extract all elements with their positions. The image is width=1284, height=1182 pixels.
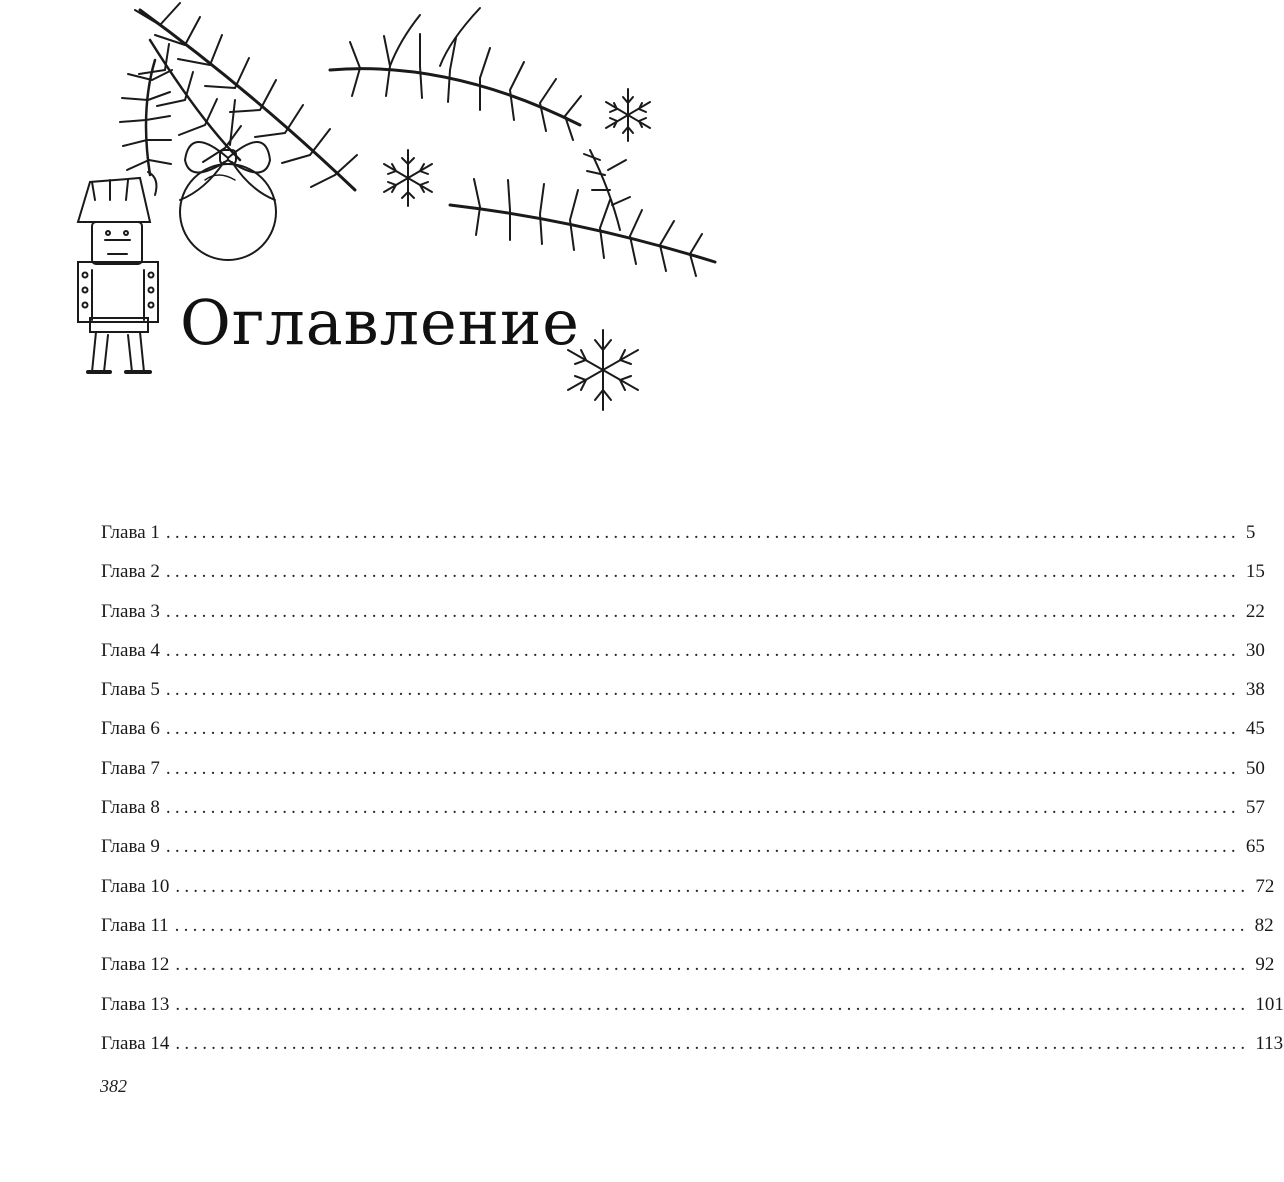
toc-dot-leader: ........................................................................................................................ <box>175 993 1250 1015</box>
toc-entry[interactable] <box>101 600 1265 640</box>
toc-page-number: 38 <box>1245 679 1265 701</box>
toc-entry[interactable] <box>101 679 1265 718</box>
toc-entry[interactable] <box>101 561 1265 600</box>
toc-chapter-label: Глава 10 <box>101 875 170 897</box>
toc-entry[interactable] <box>101 954 1275 993</box>
toc-entry[interactable] <box>101 1032 1284 1072</box>
toc-page-number: 72 <box>1255 875 1275 897</box>
toc-chapter-label: Глава 6 <box>101 718 160 740</box>
toc-page-number: 65 <box>1245 836 1265 858</box>
toc-page-number: 45 <box>1245 718 1265 740</box>
snowflake-icon <box>606 89 650 141</box>
toc-dot-leader: ........................................................................................................................ <box>165 679 1240 701</box>
toc-page-number: 101 <box>1255 993 1284 1015</box>
toc-chapter-label: Глава 11 <box>101 914 169 936</box>
toc-page-number: 82 <box>1254 914 1274 936</box>
toc-entry[interactable] <box>101 914 1274 954</box>
toc-entry[interactable] <box>101 875 1275 915</box>
fir-branch-icon <box>450 150 715 276</box>
toc-entry[interactable] <box>101 993 1284 1033</box>
table-of-contents <box>101 522 1284 1072</box>
toc-chapter-label: Глава 9 <box>101 836 160 858</box>
ornament-bow-icon <box>180 100 276 260</box>
toc-page-number: 30 <box>1245 639 1265 661</box>
toc-dot-leader: ........................................................................................................................ <box>175 875 1250 897</box>
page-title: Оглавление <box>180 286 580 359</box>
toc-page-number: 92 <box>1255 954 1275 976</box>
toc-page-number: 113 <box>1255 1032 1284 1054</box>
toc-chapter-label: Глава 14 <box>101 1032 170 1054</box>
page-number: 382 <box>100 1076 127 1096</box>
toc-dot-leader: ........................................................................................................................ <box>165 836 1240 858</box>
toc-entry[interactable] <box>101 836 1265 875</box>
toc-dot-leader: ........................................................................................................................ <box>175 1032 1250 1054</box>
toc-entry[interactable] <box>101 797 1265 836</box>
toc-entry[interactable] <box>101 718 1265 757</box>
toc-page-number: 57 <box>1245 797 1265 819</box>
snowflake-icon <box>384 150 432 206</box>
toc-entry[interactable] <box>101 639 1265 679</box>
toc-chapter-label: Глава 5 <box>101 679 160 701</box>
toc-page-number: 22 <box>1245 600 1265 622</box>
fir-branch-icon <box>330 8 581 140</box>
toc-dot-leader: ........................................................................................................................ <box>174 914 1249 936</box>
toc-chapter-label: Глава 13 <box>101 993 170 1015</box>
toc-chapter-label: Глава 3 <box>101 600 160 622</box>
toc-chapter-label: Глава 7 <box>101 757 160 779</box>
toc-dot-leader: ........................................................................................................................ <box>165 718 1240 740</box>
fir-branch-icon <box>135 3 357 190</box>
toc-dot-leader: ........................................................................................................................ <box>165 600 1240 622</box>
toc-chapter-label: Глава 8 <box>101 797 160 819</box>
toc-chapter-label: Глава 4 <box>101 639 160 661</box>
toc-entry[interactable] <box>101 757 1265 797</box>
toc-dot-leader: ........................................................................................................................ <box>165 797 1240 819</box>
toc-entry[interactable] <box>101 522 1256 561</box>
toc-page-number: 5 <box>1245 522 1256 543</box>
toc-page-number: 50 <box>1245 757 1265 779</box>
toc-dot-leader: ........................................................................................................................ <box>165 639 1240 661</box>
fir-branch-icon <box>120 60 172 175</box>
toc-chapter-label: Глава 2 <box>101 561 160 583</box>
toc-dot-leader: ........................................................................................................................ <box>165 561 1240 583</box>
toc-chapter-label: Глава 12 <box>101 954 170 976</box>
toc-dot-leader: ........................................................................................................................ <box>175 954 1250 976</box>
toc-page-number: 15 <box>1245 561 1265 583</box>
toc-chapter-label: Глава 1 <box>101 522 160 543</box>
toc-dot-leader: ........................................................................................................................ <box>165 757 1240 779</box>
toc-dot-leader: ........................................................................................................................ <box>165 522 1240 543</box>
